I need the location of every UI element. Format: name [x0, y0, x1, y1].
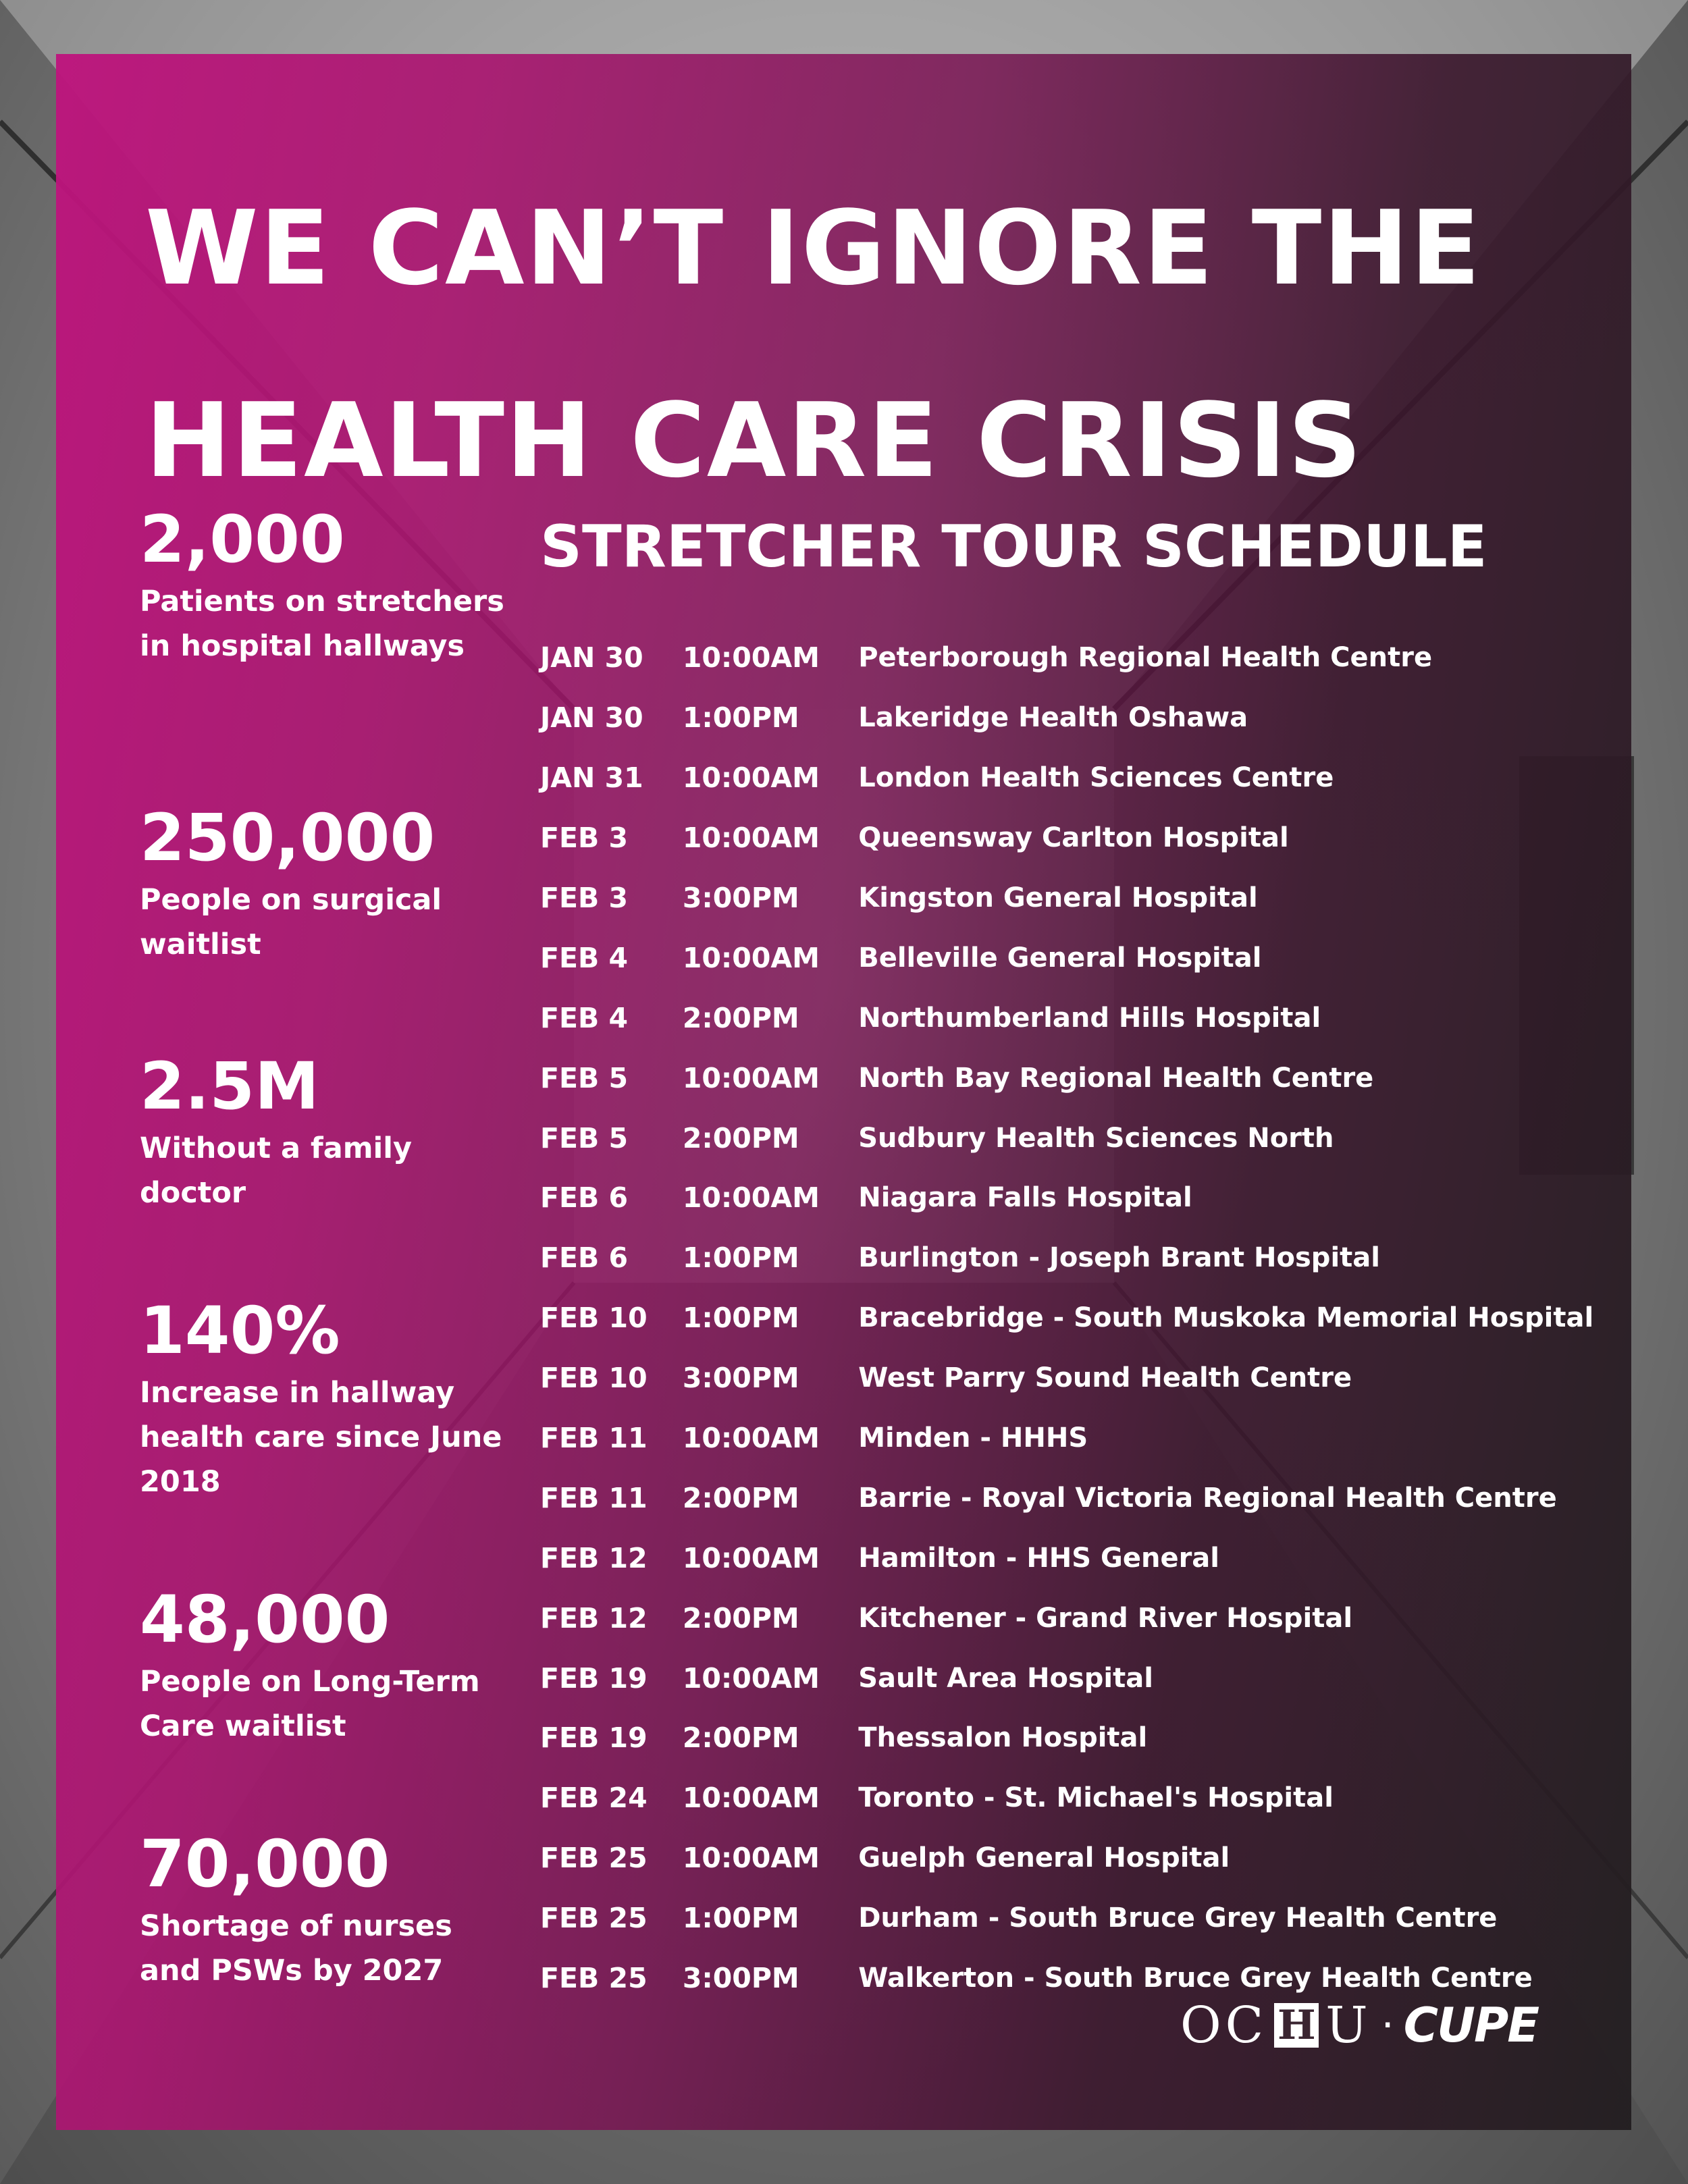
- table-row: [540, 1408, 1607, 1468]
- schedule-location: Burlington - Joseph Brant Hospital: [858, 1242, 1380, 1274]
- schedule-location: Walkerton - South Bruce Grey Health Centre: [858, 1963, 1533, 1994]
- stat-item: [140, 1580, 518, 1749]
- stat-item: [140, 798, 518, 967]
- table-row: [540, 1288, 1607, 1348]
- schedule-time: 3:00PM: [682, 1962, 799, 1995]
- schedule-location: Toronto - St. Michael's Hospital: [858, 1782, 1334, 1814]
- logo-letter-h-box: H: [1274, 2003, 1319, 2048]
- schedule-location: Peterborough Regional Health Centre: [858, 642, 1433, 674]
- stat-description: Patients on stretchers in hospital hallways: [140, 585, 504, 663]
- table-row: [540, 1108, 1607, 1168]
- schedule-location: Lakeridge Health Oshawa: [858, 702, 1248, 734]
- schedule-location: Durham - South Bruce Grey Health Centre: [858, 1902, 1498, 1934]
- stat-description: Shortage of nurses and PSWs by 2027: [140, 1909, 452, 1988]
- schedule-date: FEB 25: [540, 1962, 648, 1995]
- schedule-time: 2:00PM: [682, 1601, 799, 1634]
- schedule-date: FEB 6: [540, 1181, 629, 1215]
- schedule-date: FEB 4: [540, 1001, 629, 1034]
- logo-cupe: CUPE: [1403, 1998, 1539, 2053]
- schedule-table: [540, 628, 1607, 2008]
- stat-number: 140%: [140, 1293, 340, 1368]
- table-row: [540, 1588, 1607, 1648]
- logo-letter-o: O: [1180, 1996, 1225, 2054]
- schedule-date: FEB 10: [540, 1362, 648, 1395]
- schedule-location: Northumberland Hills Hospital: [858, 1002, 1321, 1034]
- logo-letter-c: C: [1225, 1996, 1268, 2054]
- table-row: [540, 688, 1607, 748]
- schedule-location: Queensway Carlton Hospital: [858, 822, 1289, 854]
- stat-description: Increase in hallway health care since June 2018: [140, 1376, 502, 1499]
- schedule-title: STRETCHER TOUR SCHEDULE: [540, 513, 1487, 581]
- headline-line-2: HEALTH CARE CRISIS: [145, 381, 1363, 500]
- schedule-location: Minden - HHHS: [858, 1422, 1088, 1454]
- schedule-date: FEB 3: [540, 822, 629, 855]
- table-row: [540, 808, 1607, 868]
- page-title: [145, 152, 1597, 537]
- schedule-location: London Health Sciences Centre: [858, 762, 1334, 794]
- stat-number: 2,000: [140, 502, 345, 577]
- schedule-location: Barrie - Royal Victoria Regional Health Centre: [858, 1482, 1557, 1514]
- schedule-time: 3:00PM: [682, 882, 799, 914]
- table-row: [540, 1648, 1607, 1708]
- logo-separator: ·: [1381, 2002, 1394, 2049]
- schedule-location: Guelph General Hospital: [858, 1842, 1230, 1874]
- schedule-time: 10:00AM: [682, 941, 820, 974]
- schedule-location: West Parry Sound Health Centre: [858, 1362, 1352, 1394]
- schedule-date: FEB 19: [540, 1722, 648, 1755]
- schedule-location: Kingston General Hospital: [858, 882, 1258, 913]
- schedule-date: FEB 25: [540, 1902, 648, 1935]
- table-row: [540, 1708, 1607, 1768]
- stat-number: 250,000: [140, 800, 436, 876]
- table-row: [540, 1828, 1607, 1888]
- schedule-date: FEB 12: [540, 1601, 648, 1634]
- stat-number: 2.5M: [140, 1048, 319, 1124]
- schedule-date: FEB 4: [540, 941, 629, 974]
- schedule-time: 10:00AM: [682, 1061, 820, 1094]
- schedule-date: JAN 30: [540, 641, 643, 674]
- stat-description: People on surgical waitlist: [140, 883, 442, 961]
- schedule-time: 10:00AM: [682, 1181, 820, 1215]
- schedule-time: 2:00PM: [682, 1121, 799, 1154]
- stat-item: [140, 1046, 518, 1215]
- schedule-location: Kitchener - Grand River Hospital: [858, 1602, 1353, 1634]
- table-row: [540, 1228, 1607, 1288]
- schedule-date: FEB 5: [540, 1121, 629, 1154]
- schedule-date: FEB 3: [540, 882, 629, 914]
- table-row: [540, 868, 1607, 928]
- table-row: [540, 1528, 1607, 1588]
- schedule-time: 2:00PM: [682, 1001, 799, 1034]
- table-row: [540, 988, 1607, 1048]
- schedule-time: 3:00PM: [682, 1362, 799, 1395]
- schedule-date: FEB 25: [540, 1842, 648, 1875]
- schedule-time: 10:00AM: [682, 822, 820, 855]
- table-row: [540, 1048, 1607, 1108]
- schedule-location: Sudbury Health Sciences North: [858, 1122, 1334, 1154]
- table-row: [540, 1348, 1607, 1408]
- schedule-date: FEB 12: [540, 1541, 648, 1574]
- table-row: [540, 1168, 1607, 1228]
- schedule-time: 10:00AM: [682, 1782, 820, 1815]
- stat-number: 48,000: [140, 1582, 390, 1657]
- schedule-location: North Bay Regional Health Centre: [858, 1062, 1374, 1094]
- table-row: [540, 748, 1607, 808]
- schedule-date: FEB 6: [540, 1242, 629, 1275]
- schedule-time: 2:00PM: [682, 1481, 799, 1514]
- stat-number: 70,000: [140, 1826, 390, 1902]
- schedule-date: JAN 31: [540, 762, 643, 795]
- schedule-date: FEB 5: [540, 1061, 629, 1094]
- schedule-date: FEB 11: [540, 1422, 648, 1455]
- schedule-date: FEB 10: [540, 1302, 648, 1335]
- stat-item: [140, 500, 518, 668]
- stat-item: [140, 1291, 518, 1504]
- schedule-location: Bracebridge - South Muskoka Memorial Hospital: [858, 1302, 1594, 1334]
- schedule-location: Belleville General Hospital: [858, 942, 1262, 974]
- table-row: [540, 1468, 1607, 1528]
- table-row: [540, 1768, 1607, 1828]
- schedule-location: Niagara Falls Hospital: [858, 1182, 1192, 1214]
- schedule-date: FEB 19: [540, 1661, 648, 1695]
- schedule-time: 10:00AM: [682, 1422, 820, 1455]
- schedule-location: Sault Area Hospital: [858, 1662, 1153, 1694]
- logo-letter-u: U: [1325, 1996, 1372, 2054]
- schedule-time: 10:00AM: [682, 641, 820, 674]
- table-row: [540, 628, 1607, 688]
- stat-item: [140, 1824, 518, 1993]
- stat-description: People on Long-Term Care waitlist: [140, 1665, 480, 1743]
- schedule-time: 1:00PM: [682, 1302, 799, 1335]
- headline-line-1: WE CAN’T IGNORE THE: [145, 188, 1482, 308]
- schedule-time: 10:00AM: [682, 762, 820, 795]
- schedule-time: 1:00PM: [682, 701, 799, 735]
- table-row: [540, 1888, 1607, 1948]
- schedule-time: 1:00PM: [682, 1242, 799, 1275]
- schedule-location: Thessalon Hospital: [858, 1722, 1148, 1754]
- schedule-date: FEB 11: [540, 1481, 648, 1514]
- stat-description: Without a family doctor: [140, 1131, 413, 1210]
- schedule-time: 2:00PM: [682, 1722, 799, 1755]
- schedule-date: JAN 30: [540, 701, 643, 735]
- schedule-date: FEB 24: [540, 1782, 648, 1815]
- schedule-time: 10:00AM: [682, 1661, 820, 1695]
- schedule-location: Hamilton - HHS General: [858, 1542, 1220, 1574]
- ochu-cupe-logo: [1180, 1995, 1538, 2056]
- schedule-time: 10:00AM: [682, 1842, 820, 1875]
- table-row: [540, 928, 1607, 988]
- schedule-time: 10:00AM: [682, 1541, 820, 1574]
- schedule-time: 1:00PM: [682, 1902, 799, 1935]
